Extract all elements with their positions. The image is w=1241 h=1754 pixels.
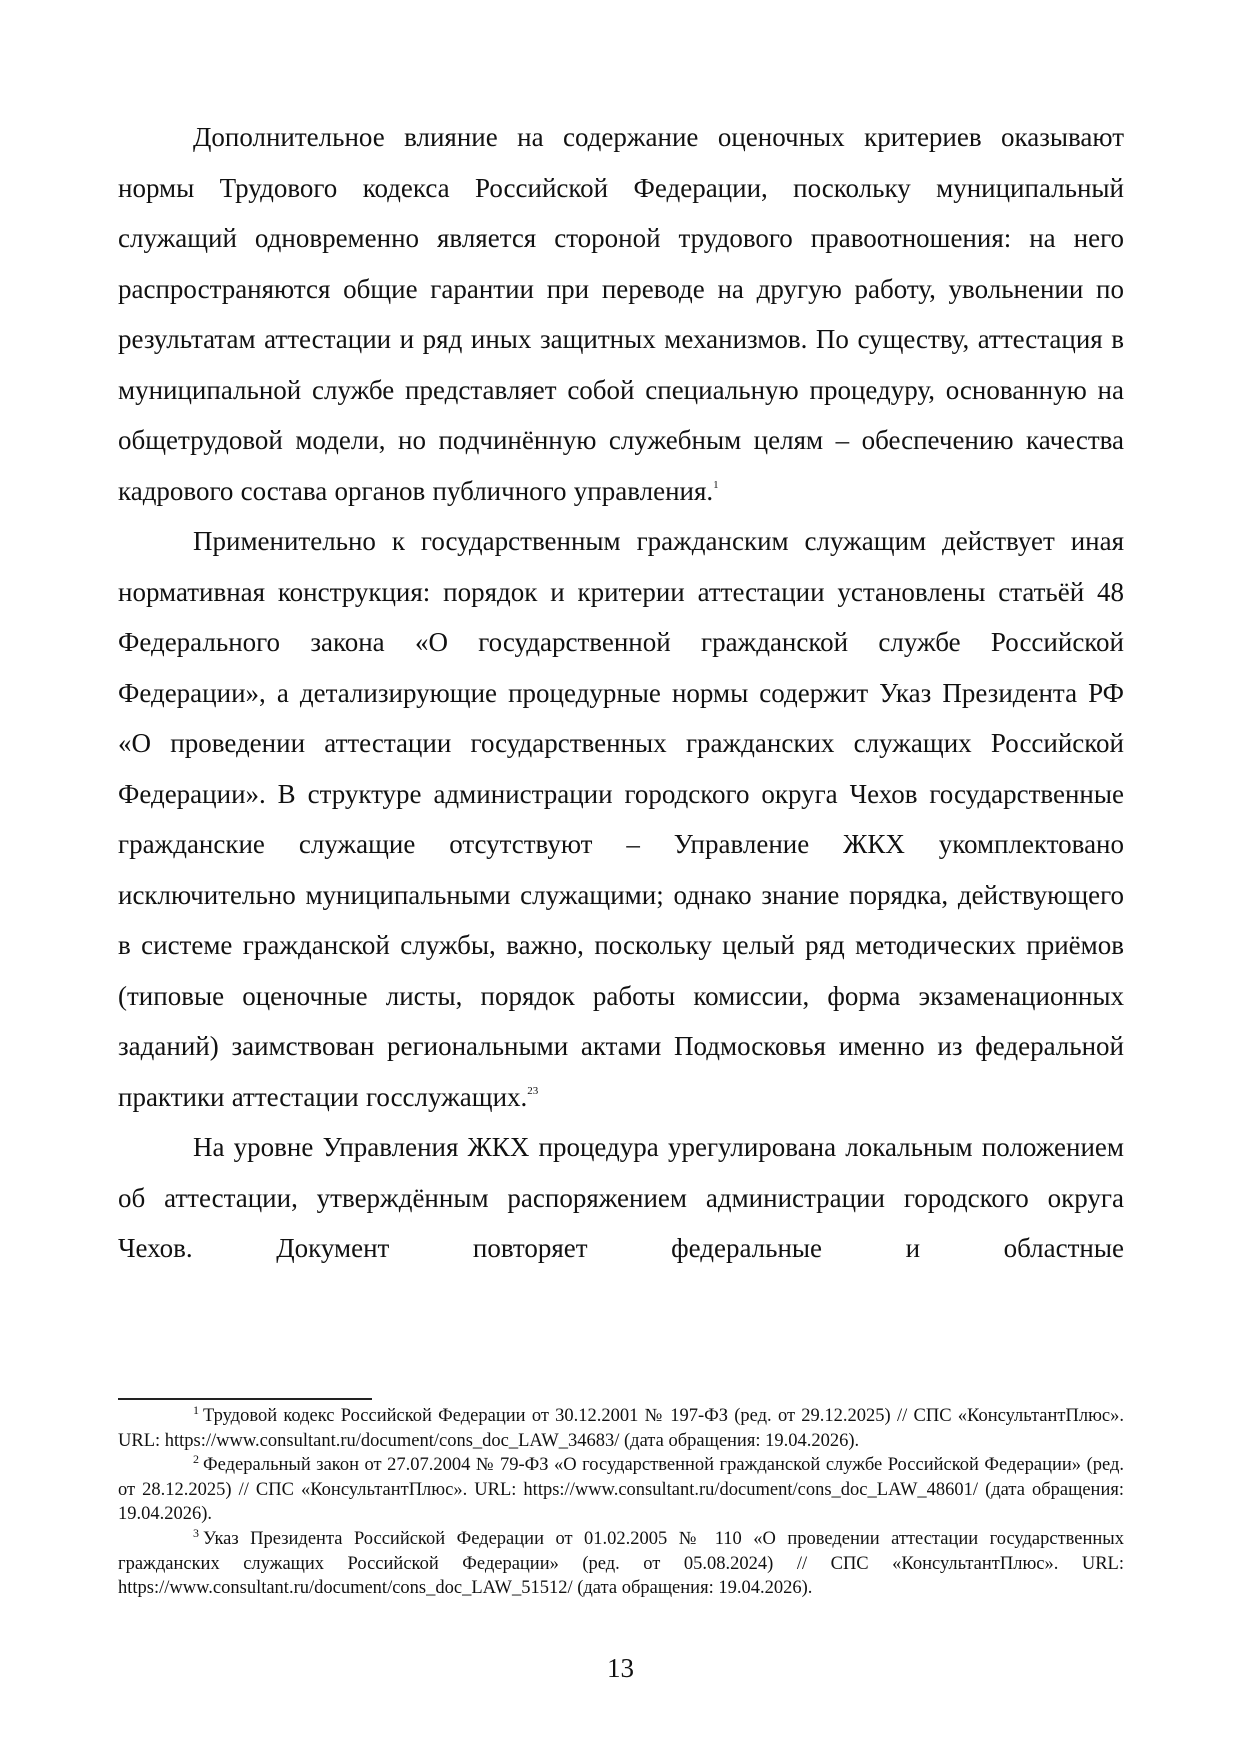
paragraph-2 bbox=[118, 516, 1124, 1122]
paragraph-2-text: Применительно к государственным гражданским служащим действует иная нормативная конструкция: порядок и критерии аттестации установлены статьёй 48 Федерального закона «О государственной гражданской службе Российской Федерации», а детализирующие процедурные нормы содержит Указ Президента РФ «О проведении аттестации государственных гражданских служащих Российской Федерации». В структуре администрации городского округа Чехов государственные гражданские служащие отсутствуют – Управление ЖКХ укомплектовано исключительно муниципальными служащими; однако знание порядка, действующего в системе гражданской службы, важно, поскольку целый ряд методических приёмов (типовые оценочные листы, порядок работы комиссии, форма экзаменационных заданий) заимствован региональными актами Подмосковья именно из федеральной практики аттестации госслужащих. bbox=[118, 526, 1124, 1112]
page-number: 13 bbox=[607, 1653, 634, 1683]
footnote-1-number: 1 bbox=[193, 1403, 199, 1417]
footnote-2-text: Федеральный закон от 27.07.2004 № 79-ФЗ «О государственной гражданской службе Российской Федерации» (ред. от 28.12.2025) // СПС «КонсультантПлюс». URL: https://www.consultant.ru/document/cons_doc_LAW_48601/ (дата обращения: 19.04.2026). bbox=[118, 1455, 1124, 1525]
footnote-1 bbox=[118, 1404, 1124, 1453]
document-body bbox=[118, 112, 1124, 1274]
footnote-ref-23[interactable]: 23 bbox=[527, 1084, 539, 1097]
footnote-1-text: Трудовой кодекс Российской Федерации от 30.12.2001 № 197-ФЗ (ред. от 29.12.2025) // СПС «КонсультантПлюс». URL: https://www.consultant.ru/document/cons_doc_LAW_34683/ (дата обращения: 19.04.2026). bbox=[118, 1406, 1124, 1451]
footnote-3 bbox=[118, 1527, 1124, 1601]
footnotes bbox=[118, 1404, 1124, 1601]
footnote-ref-1[interactable]: 1 bbox=[713, 478, 719, 491]
footnote-3-number: 3 bbox=[193, 1525, 199, 1540]
paragraph-3-text: На уровне Управления ЖКХ процедура урегулирована локальным положением об аттестации, утверждённым распоряжением администрации городского округа Чехов. Документ повторяет федеральные и областные bbox=[118, 1132, 1124, 1263]
footnote-2 bbox=[118, 1453, 1124, 1527]
paragraph-3 bbox=[118, 1122, 1124, 1274]
footnote-2-number: 2 bbox=[193, 1452, 199, 1467]
footnote-3-text: Указ Президента Российской Федерации от 01.02.2005 № 110 «О проведении аттестации государственных гражданских служащих Российской Федерации» (ред. от 05.08.2024) // СПС «КонсультантПлюс». URL: https://www.consultant.ru/document/cons_doc_LAW_51512/ (дата обращения: 19.04.2026). bbox=[118, 1528, 1124, 1599]
footnote-separator bbox=[118, 1398, 372, 1400]
paragraph-1-text: Дополнительное влияние на содержание оценочных критериев оказывают нормы Трудового кодекса Российской Федерации, поскольку муниципальный служащий одновременно является стороной трудового правоотношения: на него распространяются общие гарантии при переводе на другую работу, увольнении по результатам аттестации и ряд иных защитных механизмов. По существу, аттестация в муниципальной службе представляет собой специальную процедуру, основанную на общетрудовой модели, но подчинённую служебным целям – обеспечению качества кадрового состава органов публичного управления. bbox=[118, 122, 1124, 506]
paragraph-1 bbox=[118, 112, 1124, 516]
